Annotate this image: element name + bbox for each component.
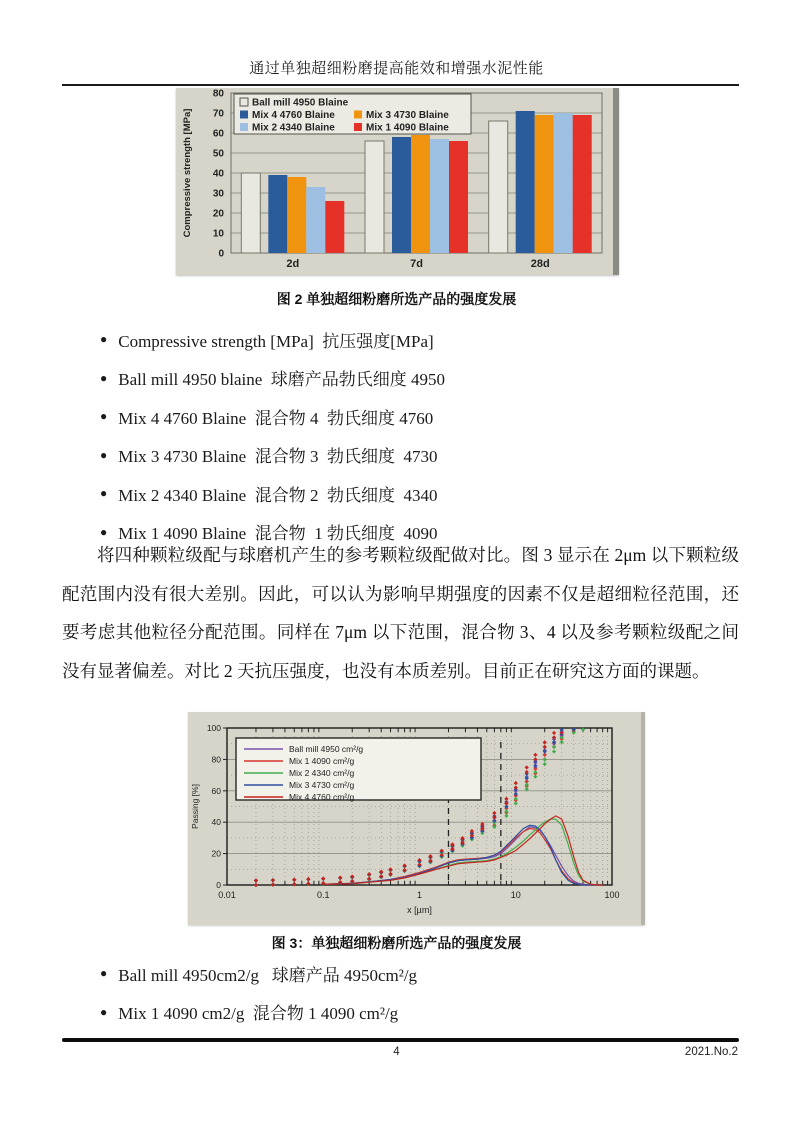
svg-text:100: 100 (604, 890, 620, 900)
list-item (100, 436, 445, 475)
svg-text:40: 40 (212, 168, 224, 180)
svg-text:Mix 1 4090 Blaine: Mix 1 4090 Blaine (366, 122, 449, 134)
figure3-caption: 图 3：单独超细粉磨所选产品的强度发展 (271, 935, 522, 951)
svg-text:100: 100 (206, 723, 221, 733)
svg-text:1: 1 (416, 890, 423, 900)
svg-text:7d: 7d (410, 258, 423, 270)
bullet-icon: ● (100, 409, 108, 424)
svg-text:80: 80 (212, 88, 224, 100)
svg-text:0: 0 (218, 248, 224, 260)
svg-text:30: 30 (212, 188, 224, 200)
svg-text:10: 10 (510, 890, 521, 900)
svg-text:10: 10 (212, 228, 224, 240)
svg-text:Ball mill 4950 Blaine: Ball mill 4950 Blaine (252, 97, 349, 109)
bullet-icon: ● (100, 1004, 108, 1019)
svg-text:Mix 2 4340 cm²/g: Mix 2 4340 cm²/g (289, 768, 355, 778)
bar-chart (176, 88, 613, 275)
list-item-text: Ball mill 4950cm2/g 球磨产品 4950cm²/g (118, 965, 418, 985)
figure2-image (176, 88, 619, 275)
list-item (100, 474, 445, 513)
bullet-icon: ● (100, 524, 108, 539)
svg-text:Mix 3 4730 cm²/g: Mix 3 4730 cm²/g (289, 780, 355, 790)
bullet-icon: ● (100, 966, 108, 981)
list-item (100, 397, 445, 436)
list-item (100, 359, 445, 398)
svg-text:60: 60 (212, 128, 224, 140)
svg-text:20: 20 (212, 208, 224, 220)
list-item-text: Mix 3 4730 Blaine 混合物 3 勃氏细度 4730 (118, 447, 438, 467)
svg-text:Ball mill 4950 cm²/g: Ball mill 4950 cm²/g (289, 744, 364, 754)
list-item-text: Mix 1 4090 Blaine 混合物 1 勃氏细度 4090 (118, 524, 438, 544)
page-title: 通过单独超细粉磨提高能效和增强水泥性能 (249, 61, 544, 77)
list-item-text: Ball mill 4950 blaine 球磨产品勃氏细度 4950 (118, 370, 446, 390)
svg-text:Mix 3 4730 Blaine: Mix 3 4730 Blaine (366, 110, 449, 121)
body-paragraph: 将四种颗粒级配与球磨机产生的参考颗粒级配做对比。图 3 显示在 2μm 以下颗粒级配范围内没有很大差别。因此，可以认为影响早期强度的因素不仅是超细粒径范围，还要考虑其他粒径分配范围。同样在 7μm 以下范围，混合物 3、4 以及参考颗粒级配之间没有显著偏差。对比 2 天抗压强度，也没有本质差别。目前正在研究这方面的课题。 (62, 545, 739, 681)
svg-text:Mix 1 4090 cm²/g: Mix 1 4090 cm²/g (289, 756, 355, 766)
list-item-text: Mix 2 4340 Blaine 混合物 2 勃氏细度 4340 (118, 485, 438, 505)
svg-text:80: 80 (211, 754, 221, 765)
figure3-legend-list (100, 954, 417, 1031)
bullet-icon: ● (100, 370, 108, 385)
svg-text:70: 70 (212, 108, 224, 120)
particle-distribution-chart (188, 712, 641, 925)
svg-text:2d: 2d (286, 258, 300, 270)
svg-text:Mix 2 4340 Blaine: Mix 2 4340 Blaine (252, 122, 335, 134)
svg-text:Compressive strength [MPa]: Compressive strength [MPa] (182, 108, 193, 238)
footer-divider (62, 1038, 739, 1042)
svg-text:x [µm]: x [µm] (407, 905, 432, 915)
svg-text:28d: 28d (530, 258, 550, 270)
svg-text:0.01: 0.01 (218, 890, 236, 900)
svg-text:Mix 4 4760 cm²/g: Mix 4 4760 cm²/g (289, 792, 355, 802)
svg-text:0.1: 0.1 (316, 890, 330, 900)
list-item-text: Mix 1 4090 cm2/g 混合物 1 4090 cm²/g (118, 1004, 399, 1024)
list-item (100, 320, 445, 359)
bullet-icon: ● (100, 447, 108, 462)
svg-text:60: 60 (211, 785, 221, 796)
svg-text:50: 50 (212, 148, 224, 160)
figure2-legend-list (100, 320, 445, 551)
header-divider (62, 84, 739, 86)
svg-text:20: 20 (211, 848, 221, 859)
svg-text:Passing [%]: Passing [%] (190, 784, 200, 829)
bullet-icon: ● (100, 486, 108, 501)
figure3-image (188, 712, 645, 925)
svg-text:0: 0 (216, 880, 221, 890)
issue-label: 2021.No.2 (684, 1046, 738, 1058)
list-item-text: Compressive strength [MPa] 抗压强度[MPa] (118, 331, 434, 351)
page-number: 4 (393, 1046, 400, 1058)
svg-text:Mix 4 4760 Blaine: Mix 4 4760 Blaine (252, 110, 335, 121)
list-item (100, 954, 417, 993)
figure2-caption: 图 2 单独超细粉磨所选产品的强度发展 (276, 291, 517, 307)
list-item (100, 993, 417, 1032)
bullet-icon: ● (100, 332, 108, 347)
list-item-text: Mix 4 4760 Blaine 混合物 4 勃氏细度 4760 (118, 408, 434, 428)
svg-text:40: 40 (211, 817, 221, 828)
